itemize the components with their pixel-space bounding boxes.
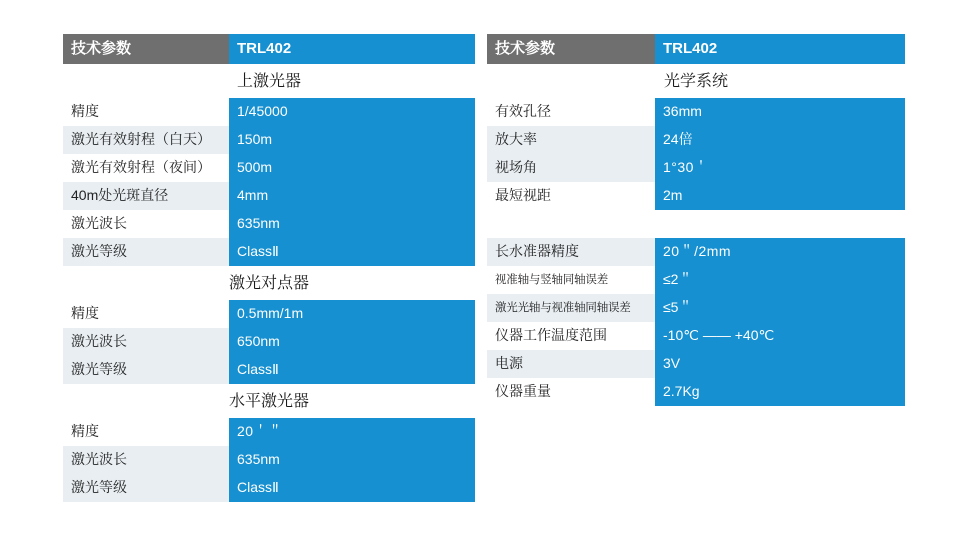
table-row	[487, 126, 905, 154]
table-row	[487, 98, 905, 126]
row-label: 激光等级	[63, 474, 229, 502]
table-row	[63, 98, 475, 126]
table-row	[487, 266, 905, 294]
row-value: ≤2＂	[655, 266, 905, 294]
row-label: 仪器重量	[487, 378, 655, 406]
header-param-label: 技术参数	[487, 34, 655, 64]
row-value: 650nm	[229, 328, 475, 356]
row-value: 24倍	[655, 126, 905, 154]
table-spacer-row	[487, 210, 905, 238]
header-param-label: 技术参数	[63, 34, 229, 64]
row-label: 激光波长	[63, 328, 229, 356]
section-title-row	[487, 64, 905, 98]
row-label: 有效孔径	[487, 98, 655, 126]
row-value: 1/45000	[229, 98, 475, 126]
table-row	[63, 328, 475, 356]
row-value: 36mm	[655, 98, 905, 126]
row-value: 0.5mm/1m	[229, 300, 475, 328]
table-row	[63, 238, 475, 266]
table-row	[487, 154, 905, 182]
section-title-upper-laser: 上激光器	[63, 64, 475, 98]
section-title-row	[63, 384, 475, 418]
row-label: 激光波长	[63, 210, 229, 238]
row-value: 150m	[229, 126, 475, 154]
left-spec-table	[63, 34, 475, 502]
row-label: 精度	[63, 300, 229, 328]
row-label: 激光有效射程（夜间）	[63, 154, 229, 182]
table-row	[487, 350, 905, 378]
row-value: 20＇＂	[229, 418, 475, 446]
table-row	[63, 474, 475, 502]
row-value: 2m	[655, 182, 905, 210]
row-label: 40m处光斑直径	[63, 182, 229, 210]
table-header-row	[487, 34, 905, 64]
table-row	[63, 210, 475, 238]
row-value: ≤5＂	[655, 294, 905, 322]
section-title-laser-plummet: 激光对点器	[63, 266, 475, 300]
row-label: 长水准器精度	[487, 238, 655, 266]
table-header-row	[63, 34, 475, 64]
row-value: -10℃ —— +40℃	[655, 322, 905, 350]
row-value: 1°30＇	[655, 154, 905, 182]
table-row	[63, 418, 475, 446]
row-label: 激光波长	[63, 446, 229, 474]
row-label: 激光光轴与视准轴同轴误差	[487, 294, 655, 322]
row-label: 视准轴与竖轴同轴误差	[487, 266, 655, 294]
row-label: 精度	[63, 98, 229, 126]
table-row	[487, 182, 905, 210]
table-row	[487, 322, 905, 350]
table-row	[487, 378, 905, 406]
right-spec-column	[487, 34, 905, 406]
table-row	[63, 356, 475, 384]
header-model-label: TRL402	[655, 34, 905, 64]
row-value: 635nm	[229, 210, 475, 238]
table-row	[63, 182, 475, 210]
row-label: 激光有效射程（白天）	[63, 126, 229, 154]
section-title-row	[63, 266, 475, 300]
row-label: 精度	[63, 418, 229, 446]
table-row	[487, 238, 905, 266]
header-model-label: TRL402	[229, 34, 475, 64]
table-row	[63, 446, 475, 474]
row-label: 激光等级	[63, 356, 229, 384]
row-value: 500m	[229, 154, 475, 182]
row-label: 激光等级	[63, 238, 229, 266]
row-value: 20＂/2mm	[655, 238, 905, 266]
row-value: 635nm	[229, 446, 475, 474]
row-value: ClassⅡ	[229, 356, 475, 384]
row-value: 4mm	[229, 182, 475, 210]
row-label: 仪器工作温度范围	[487, 322, 655, 350]
row-value: ClassⅡ	[229, 474, 475, 502]
table-row	[63, 154, 475, 182]
row-label: 放大率	[487, 126, 655, 154]
spacer-cell	[487, 210, 905, 238]
table-row	[63, 300, 475, 328]
right-spec-table	[487, 34, 905, 406]
left-spec-column	[63, 34, 475, 502]
row-value: 3V	[655, 350, 905, 378]
section-title-row	[63, 64, 475, 98]
row-value: 2.7Kg	[655, 378, 905, 406]
table-row	[63, 126, 475, 154]
row-value: ClassⅡ	[229, 238, 475, 266]
section-title-horizontal-laser: 水平激光器	[63, 384, 475, 418]
row-label: 电源	[487, 350, 655, 378]
row-label: 视场角	[487, 154, 655, 182]
section-title-optical-system: 光学系统	[487, 64, 905, 98]
table-row	[487, 294, 905, 322]
row-label: 最短视距	[487, 182, 655, 210]
